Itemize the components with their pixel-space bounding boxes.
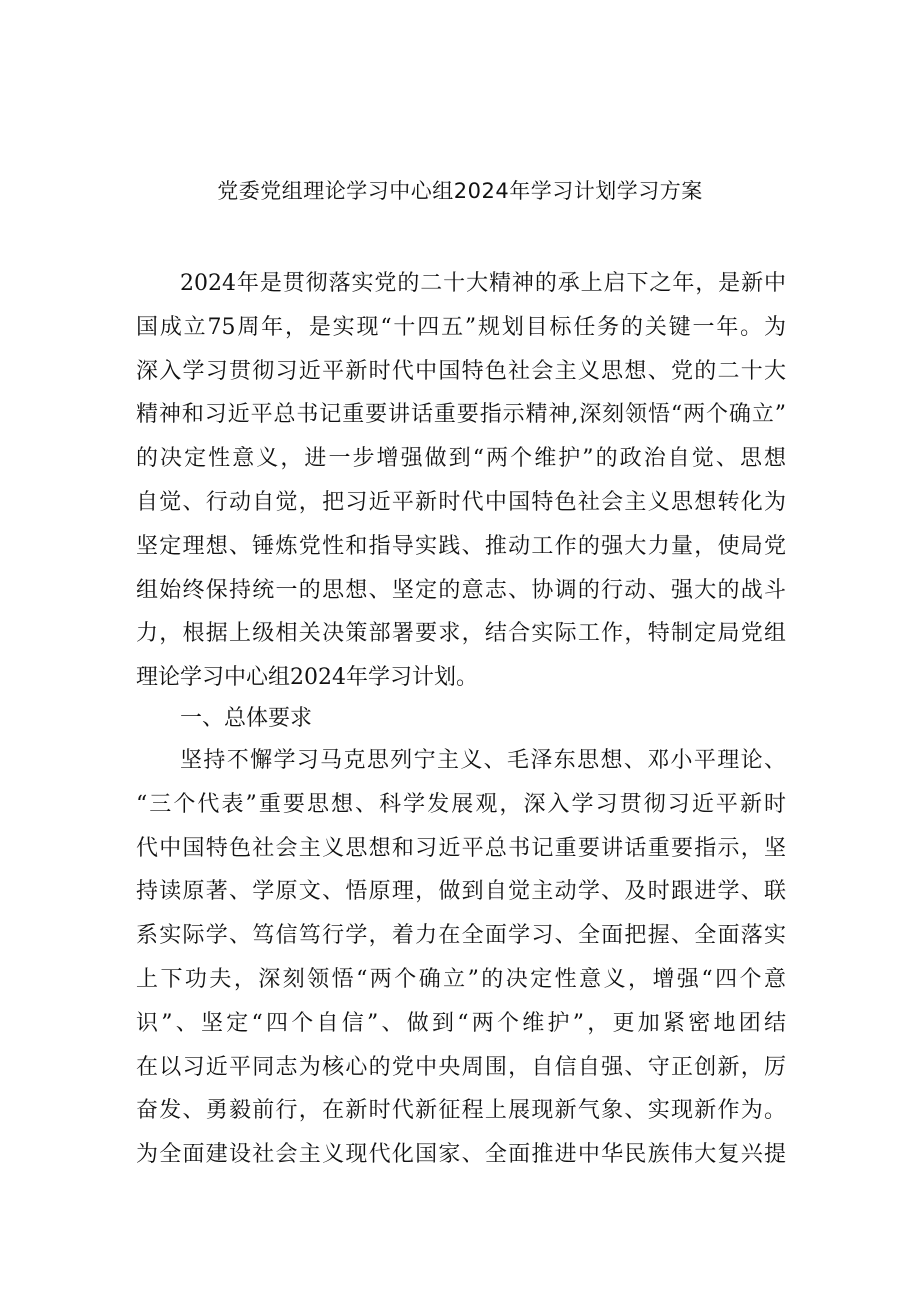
general-requirements-paragraph	[136, 739, 786, 1177]
paragraph-line: 坚持不懈学习马克思列宁主义、毛泽东思想、邓小平理论、	[180, 748, 786, 773]
paragraph-line: 在以习近平同志为核心的党中央周围，自信自强、守正创新，厉	[136, 1054, 786, 1080]
paragraph-line: 系实际学、笃信笃行学，着力在全面学习、全面把握、全面落实	[136, 923, 786, 949]
paragraph-line: 为全面建设社会主义现代化国家、全面推进中华民族伟大复兴提	[136, 1142, 786, 1168]
paragraph-line: 精神和习近平总书记重要讲话重要指示精神,深刻领悟“两个确立”	[136, 402, 786, 428]
section-heading-general-requirements: 一、总体要求	[180, 706, 313, 731]
document-title: 党委党组理论学习中心组2024年学习计划学习方案	[217, 179, 703, 203]
paragraph-line: 理论学习中心组2024年学习计划。	[136, 665, 478, 691]
paragraph-line: 自觉、行动自觉，把习近平新时代中国特色社会主义思想转化为	[136, 489, 786, 515]
paragraph-line: 组始终保持统一的思想、坚定的意志、协调的行动、强大的战斗	[136, 577, 786, 603]
paragraph-line: 持读原著、学原文、悟原理，做到自觉主动学、及时跟进学、联	[136, 879, 786, 905]
paragraph-line: 深入学习贯彻习近平新时代中国特色社会主义思想、党的二十大	[136, 358, 786, 384]
paragraph-line: 奋发、勇毅前行，在新时代新征程上展现新气象、实现新作为。	[136, 1098, 786, 1124]
paragraph-line: “三个代表”重要思想、科学发展观，深入学习贯彻习近平新时	[136, 791, 786, 817]
paragraph-line: 识”、坚定“四个自信”、做到“两个维护”，更加紧密地团结	[136, 1010, 786, 1036]
paragraph-line: 国成立75周年，是实现“十四五”规划目标任务的关键一年。为	[136, 314, 786, 340]
paragraph-line: 的决定性意义，进一步增强做到“两个维护”的政治自觉、思想	[136, 446, 786, 472]
intro-paragraph	[136, 262, 786, 700]
paragraph-line: 力，根据上级相关决策部署要求，结合实际工作，特制定局党组	[136, 621, 786, 647]
paragraph-line: 坚定理想、锤炼党性和指导实践、推动工作的强大力量，使局党	[136, 533, 786, 559]
paragraph-line: 2024年是贯彻落实党的二十大精神的承上启下之年，是新中	[180, 271, 786, 296]
paragraph-line: 上下功夫，深刻领悟“两个确立”的决定性意义，增强“四个意	[136, 966, 786, 992]
paragraph-line: 代中国特色社会主义思想和习近平总书记重要讲话重要指示，坚	[136, 835, 786, 861]
